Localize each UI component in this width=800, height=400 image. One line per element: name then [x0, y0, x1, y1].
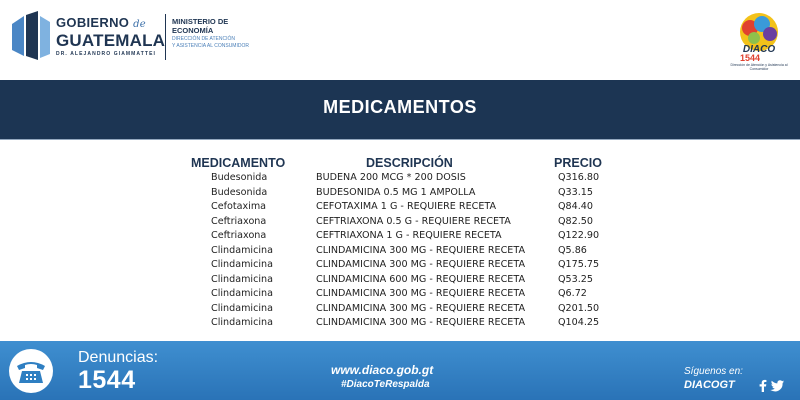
denuncias-number[interactable]: 1544: [78, 366, 136, 394]
gov-line1: GOBIERNO de: [56, 15, 147, 30]
government-brand: [56, 16, 165, 57]
cell-medicamento: Clindamicina: [211, 244, 273, 256]
cell-descripcion: BUDESONIDA 0.5 MG 1 AMPOLLA: [316, 186, 476, 198]
denuncias-label: Denuncias:: [78, 349, 159, 366]
column-header-medicamento: MEDICAMENTO: [191, 156, 286, 170]
table-row: [0, 288, 800, 303]
cell-precio: Q5.86: [558, 244, 587, 256]
cell-precio: Q6.72: [558, 288, 587, 299]
column-header-precio: PRECIO: [554, 156, 602, 170]
twitter-icon[interactable]: [770, 380, 784, 392]
cell-precio: Q122.90: [558, 230, 600, 241]
diaco-tagline: Dirección de Atención y Asistencia al Consumidor: [730, 63, 788, 71]
cell-descripcion: CLINDAMICINA 300 MG - REQUIERE RECETA: [316, 244, 526, 256]
cell-medicamento: Cefotaxima: [211, 201, 267, 212]
cell-medicamento: Budesonida: [211, 172, 268, 183]
cell-descripcion: CEFOTAXIMA 1 G - REQUIERE RECETA: [316, 201, 497, 212]
gov-line3: DR. ALEJANDRO GIAMMATTEI: [56, 51, 157, 57]
cell-descripcion: CEFTRIAXONA 0.5 G - REQUIERE RECETA: [316, 215, 511, 227]
cell-descripcion: CLINDAMICINA 600 MG - REQUIERE RECETA: [316, 273, 526, 285]
cell-precio: Q104.25: [558, 317, 600, 328]
website-link[interactable]: www.diaco.gob.gt: [331, 363, 434, 377]
cell-medicamento: Clindamicina: [211, 302, 273, 314]
ministry-brand: [172, 17, 249, 49]
gov-line2: GUATEMALA: [56, 31, 166, 50]
cell-medicamento: Clindamicina: [211, 259, 273, 270]
hashtag: #DiacoTeRespalda: [341, 379, 430, 390]
cell-medicamento: Ceftriaxona: [211, 215, 267, 227]
guatemala-flag-icon: [10, 10, 52, 62]
cell-precio: Q33.15: [558, 186, 594, 198]
cell-medicamento: Budesonida: [211, 186, 268, 198]
cell-medicamento: Clindamicina: [211, 288, 273, 299]
table-row: [0, 259, 800, 274]
cell-precio: Q84.40: [558, 201, 594, 212]
social-handle[interactable]: DIACOGT: [684, 379, 735, 391]
header-divider: [165, 14, 166, 60]
table-row: [0, 172, 800, 187]
ministry-sub1: DIRECCIÓN DE ATENCIÓN: [172, 36, 235, 42]
cell-descripcion: CLINDAMICINA 300 MG - REQUIERE RECETA: [316, 317, 526, 328]
table-row: [0, 303, 800, 318]
table-row: [0, 245, 800, 260]
table-row: [0, 216, 800, 231]
ministry-sub2: Y ASISTENCIA AL CONSUMIDOR: [172, 43, 249, 49]
cell-descripcion: CLINDAMICINA 300 MG - REQUIERE RECETA: [316, 302, 526, 314]
cell-medicamento: Ceftriaxona: [211, 230, 267, 241]
cell-precio: Q53.25: [558, 273, 594, 285]
diaco-number: 1544: [740, 53, 761, 63]
cell-medicamento: Clindamicina: [211, 317, 273, 328]
cell-precio: Q175.75: [558, 259, 600, 270]
table-row: [0, 274, 800, 289]
table-row: [0, 317, 800, 332]
table-row: [0, 230, 800, 245]
cell-descripcion: BUDENA 200 MCG * 200 DOSIS: [316, 172, 466, 183]
table-row: [0, 187, 800, 202]
table-row: [0, 201, 800, 216]
cell-precio: Q82.50: [558, 215, 594, 227]
cell-descripcion: CLINDAMICINA 300 MG - REQUIERE RECETA: [316, 288, 526, 299]
page-title: MEDICAMENTOS: [323, 97, 477, 117]
page-header: [0, 0, 800, 80]
ministry-line2: ECONOMÍA: [172, 26, 214, 35]
ministry-line1: MINISTERIO DE: [172, 17, 229, 26]
cell-descripcion: CEFTRIAXONA 1 G - REQUIERE RECETA: [316, 230, 502, 241]
cell-precio: Q316.80: [558, 172, 600, 183]
follow-label: Síguenos en:: [684, 366, 743, 377]
cell-descripcion: CLINDAMICINA 300 MG - REQUIERE RECETA: [316, 259, 526, 270]
column-header-descripcion: DESCRIPCIÓN: [366, 156, 453, 170]
telephone-icon: [15, 357, 47, 385]
cell-medicamento: Clindamicina: [211, 273, 273, 285]
diaco-name: DIACO: [742, 44, 776, 55]
facebook-icon[interactable]: [758, 379, 767, 392]
cell-precio: Q201.50: [558, 302, 600, 314]
